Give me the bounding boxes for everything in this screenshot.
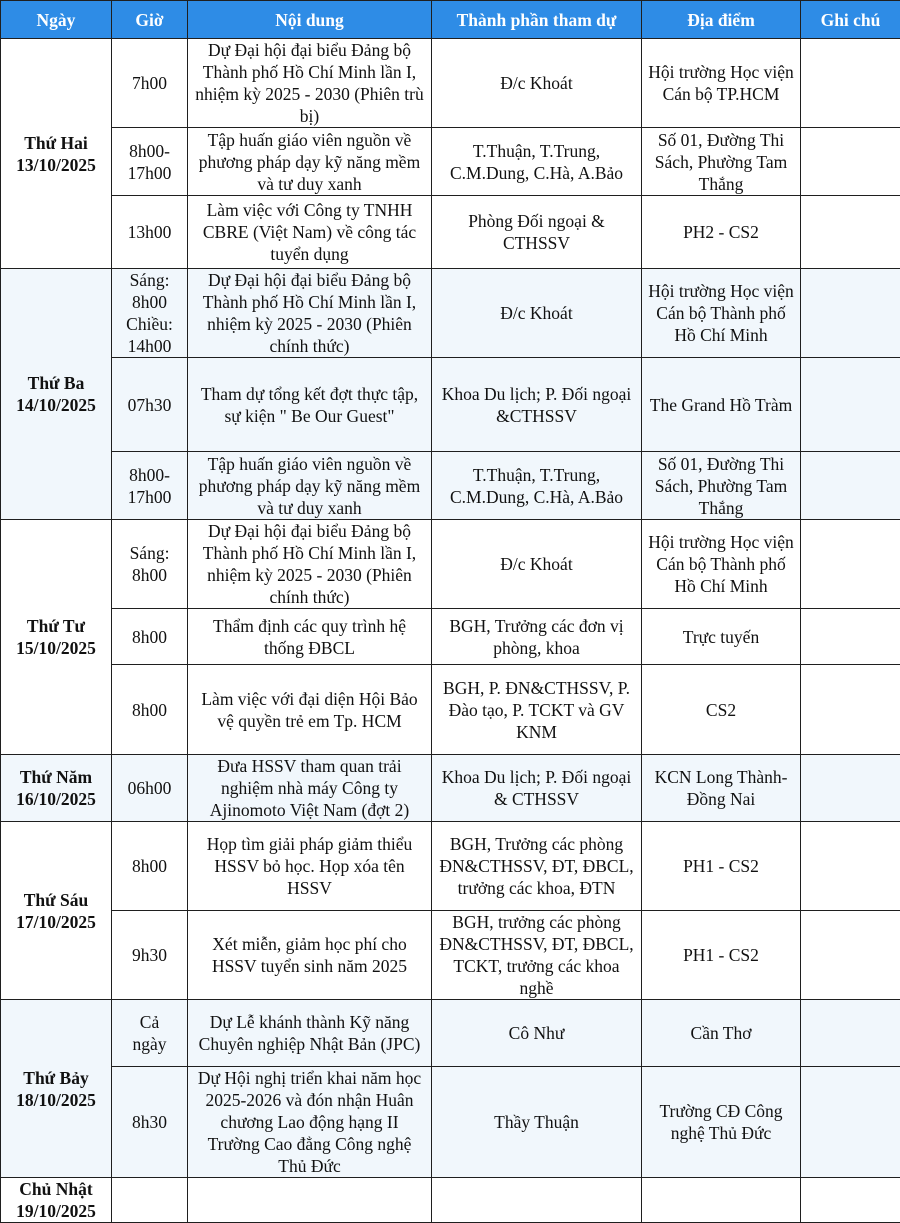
header-content: Nội dung bbox=[188, 1, 432, 39]
table-row bbox=[1, 609, 900, 665]
note-cell bbox=[801, 452, 900, 520]
day-cell bbox=[1, 1178, 112, 1223]
table-row bbox=[1, 452, 900, 520]
note-cell bbox=[801, 39, 900, 128]
header-day: Ngày bbox=[1, 1, 112, 39]
attendees-cell bbox=[432, 1178, 642, 1223]
time-cell: 8h00- 17h00 bbox=[112, 128, 188, 196]
header-row bbox=[1, 1, 900, 39]
content-cell: Tham dự tổng kết đợt thực tập, sự kiện " Be Our Guest" bbox=[188, 358, 432, 452]
day-name: Thứ Tư bbox=[5, 615, 107, 637]
day-name: Thứ Năm bbox=[5, 766, 107, 788]
location-cell: CS2 bbox=[642, 665, 801, 755]
header-note: Ghi chú bbox=[801, 1, 900, 39]
content-cell: Dự Đại hội đại biểu Đảng bộ Thành phố Hồ Chí Minh lần I, nhiệm kỳ 2025 - 2030 (Phiên trù bị) bbox=[188, 39, 432, 128]
table-row bbox=[1, 1178, 900, 1223]
table-row bbox=[1, 520, 900, 609]
header-time: Giờ bbox=[112, 1, 188, 39]
note-cell bbox=[801, 128, 900, 196]
day-date: 13/10/2025 bbox=[5, 154, 107, 176]
content-cell: Làm việc với Công ty TNHH CBRE (Việt Nam) về công tác tuyển dụng bbox=[188, 196, 432, 269]
day-date: 19/10/2025 bbox=[5, 1200, 107, 1222]
content-cell bbox=[188, 1178, 432, 1223]
note-cell bbox=[801, 665, 900, 755]
table-row bbox=[1, 269, 900, 358]
location-cell: Hội trường Học viện Cán bộ Thành phố Hồ Chí Minh bbox=[642, 520, 801, 609]
attendees-cell: Đ/c Khoát bbox=[432, 520, 642, 609]
content-cell: Họp tìm giải pháp giảm thiểu HSSV bỏ học. Họp xóa tên HSSV bbox=[188, 822, 432, 911]
header-attendees: Thành phần tham dự bbox=[432, 1, 642, 39]
table-row bbox=[1, 822, 900, 911]
header-location: Địa điểm bbox=[642, 1, 801, 39]
time-cell: 8h30 bbox=[112, 1067, 188, 1178]
time-cell: 9h30 bbox=[112, 911, 188, 1000]
note-cell bbox=[801, 609, 900, 665]
note-cell bbox=[801, 269, 900, 358]
note-cell bbox=[801, 1000, 900, 1067]
day-cell bbox=[1, 39, 112, 269]
table-row bbox=[1, 1067, 900, 1178]
table-row bbox=[1, 755, 900, 822]
location-cell: Trường CĐ Công nghệ Thủ Đức bbox=[642, 1067, 801, 1178]
day-date: 18/10/2025 bbox=[5, 1089, 107, 1111]
day-date: 14/10/2025 bbox=[5, 394, 107, 416]
day-name: Thứ Sáu bbox=[5, 889, 107, 911]
day-cell bbox=[1, 520, 112, 755]
attendees-cell: Phòng Đối ngoại & CTHSSV bbox=[432, 196, 642, 269]
attendees-cell: Thầy Thuận bbox=[432, 1067, 642, 1178]
location-cell: Hội trường Học viện Cán bộ TP.HCM bbox=[642, 39, 801, 128]
content-cell: Xét miễn, giảm học phí cho HSSV tuyển sinh năm 2025 bbox=[188, 911, 432, 1000]
time-cell: Sáng: 8h00 bbox=[112, 520, 188, 609]
location-cell: Số 01, Đường Thi Sách, Phường Tam Thắng bbox=[642, 452, 801, 520]
day-cell bbox=[1, 1000, 112, 1178]
attendees-cell: T.Thuận, T.Trung, C.M.Dung, C.Hà, A.Bảo bbox=[432, 452, 642, 520]
location-cell: PH1 - CS2 bbox=[642, 911, 801, 1000]
attendees-cell: Cô Như bbox=[432, 1000, 642, 1067]
content-cell: Dự Đại hội đại biểu Đảng bộ Thành phố Hồ Chí Minh lần I, nhiệm kỳ 2025 - 2030 (Phiên chính thức) bbox=[188, 520, 432, 609]
time-cell: 13h00 bbox=[112, 196, 188, 269]
time-cell: Cả ngày bbox=[112, 1000, 188, 1067]
table-row bbox=[1, 128, 900, 196]
time-cell: 8h00 bbox=[112, 609, 188, 665]
note-cell bbox=[801, 196, 900, 269]
time-cell: 8h00 bbox=[112, 665, 188, 755]
note-cell bbox=[801, 358, 900, 452]
note-cell bbox=[801, 822, 900, 911]
attendees-cell: BGH, P. ĐN&CTHSSV, P. Đào tạo, P. TCKT và GV KNM bbox=[432, 665, 642, 755]
note-cell bbox=[801, 1067, 900, 1178]
table-row bbox=[1, 358, 900, 452]
day-cell bbox=[1, 269, 112, 520]
attendees-cell: T.Thuận, T.Trung, C.M.Dung, C.Hà, A.Bảo bbox=[432, 128, 642, 196]
table-row bbox=[1, 1000, 900, 1067]
time-cell: 07h30 bbox=[112, 358, 188, 452]
location-cell: Hội trường Học viện Cán bộ Thành phố Hồ Chí Minh bbox=[642, 269, 801, 358]
table-row bbox=[1, 911, 900, 1000]
time-cell bbox=[112, 1178, 188, 1223]
day-name: Thứ Ba bbox=[5, 372, 107, 394]
attendees-cell: Khoa Du lịch; P. Đối ngoại & CTHSSV bbox=[432, 755, 642, 822]
location-cell: PH1 - CS2 bbox=[642, 822, 801, 911]
time-cell: Sáng: 8h00 Chiều: 14h00 bbox=[112, 269, 188, 358]
time-cell: 8h00- 17h00 bbox=[112, 452, 188, 520]
attendees-cell: BGH, Trưởng các phòng ĐN&CTHSSV, ĐT, ĐBCL, trưởng các khoa, ĐTN bbox=[432, 822, 642, 911]
location-cell: The Grand Hồ Tràm bbox=[642, 358, 801, 452]
content-cell: Dự Lễ khánh thành Kỹ năng Chuyên nghiệp Nhật Bản (JPC) bbox=[188, 1000, 432, 1067]
attendees-cell: BGH, Trưởng các đơn vị phòng, khoa bbox=[432, 609, 642, 665]
day-name: Thứ Bảy bbox=[5, 1067, 107, 1089]
day-name: Chủ Nhật bbox=[5, 1178, 107, 1200]
location-cell: KCN Long Thành-Đồng Nai bbox=[642, 755, 801, 822]
content-cell: Làm việc với đại diện Hội Bảo vệ quyền trẻ em Tp. HCM bbox=[188, 665, 432, 755]
location-cell: Số 01, Đường Thi Sách, Phường Tam Thắng bbox=[642, 128, 801, 196]
content-cell: Tập huấn giáo viên nguồn về phương pháp dạy kỹ năng mềm và tư duy xanh bbox=[188, 128, 432, 196]
attendees-cell: BGH, trưởng các phòng ĐN&CTHSSV, ĐT, ĐBCL, TCKT, trưởng các khoa nghề bbox=[432, 911, 642, 1000]
content-cell: Thẩm định các quy trình hệ thống ĐBCL bbox=[188, 609, 432, 665]
location-cell: Cần Thơ bbox=[642, 1000, 801, 1067]
attendees-cell: Đ/c Khoát bbox=[432, 39, 642, 128]
attendees-cell: Khoa Du lịch; P. Đối ngoại &CTHSSV bbox=[432, 358, 642, 452]
note-cell bbox=[801, 1178, 900, 1223]
table-row bbox=[1, 196, 900, 269]
day-date: 16/10/2025 bbox=[5, 788, 107, 810]
note-cell bbox=[801, 520, 900, 609]
day-cell bbox=[1, 822, 112, 1000]
content-cell: Đưa HSSV tham quan trải nghiệm nhà máy Công ty Ajinomoto Việt Nam (đợt 2) bbox=[188, 755, 432, 822]
note-cell bbox=[801, 755, 900, 822]
location-cell: PH2 - CS2 bbox=[642, 196, 801, 269]
note-cell bbox=[801, 911, 900, 1000]
time-cell: 8h00 bbox=[112, 822, 188, 911]
day-date: 17/10/2025 bbox=[5, 911, 107, 933]
day-name: Thứ Hai bbox=[5, 132, 107, 154]
time-cell: 06h00 bbox=[112, 755, 188, 822]
table-row bbox=[1, 39, 900, 128]
table-row bbox=[1, 665, 900, 755]
attendees-cell: Đ/c Khoát bbox=[432, 269, 642, 358]
location-cell: Trực tuyến bbox=[642, 609, 801, 665]
location-cell bbox=[642, 1178, 801, 1223]
content-cell: Tập huấn giáo viên nguồn về phương pháp dạy kỹ năng mềm và tư duy xanh bbox=[188, 452, 432, 520]
time-cell: 7h00 bbox=[112, 39, 188, 128]
content-cell: Dự Hội nghị triển khai năm học 2025-2026 và đón nhận Huân chương Lao động hạng II Trường Cao đẳng Công nghệ Thủ Đức bbox=[188, 1067, 432, 1178]
day-date: 15/10/2025 bbox=[5, 637, 107, 659]
content-cell: Dự Đại hội đại biểu Đảng bộ Thành phố Hồ Chí Minh lần I, nhiệm kỳ 2025 - 2030 (Phiên chính thức) bbox=[188, 269, 432, 358]
day-cell bbox=[1, 755, 112, 822]
